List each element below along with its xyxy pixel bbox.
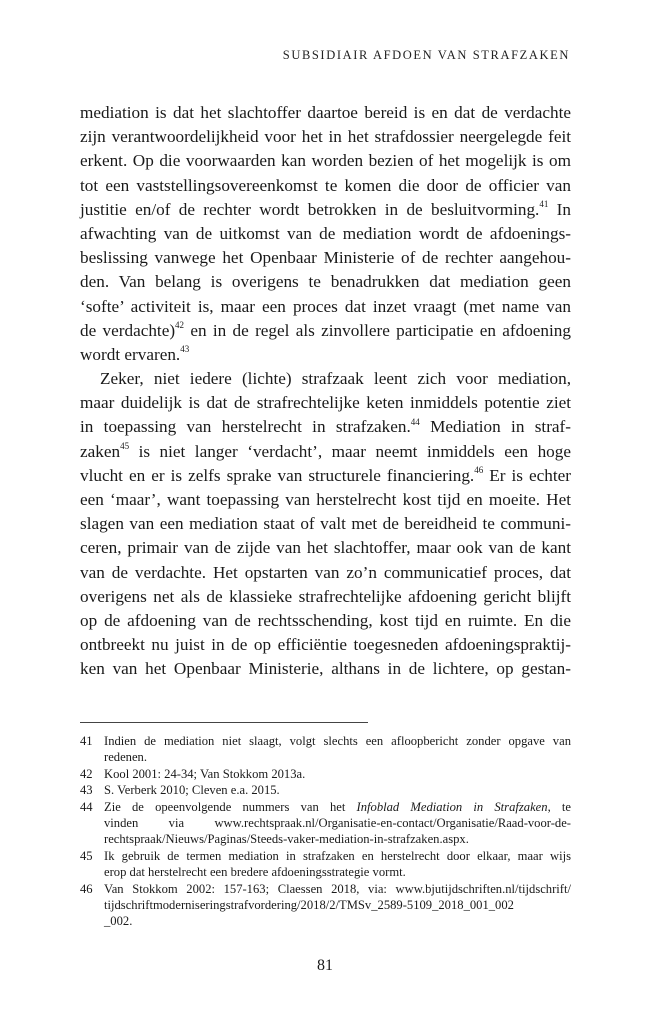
text-line: mediation is dat het slachtoffer daartoe bereid is en dat de verdachte <box>80 103 571 122</box>
footnote-number: 45 <box>80 848 93 863</box>
text-fragment: , te <box>547 799 571 814</box>
footnote-text <box>104 782 571 798</box>
text-line <box>80 415 571 439</box>
footnote-line: redenen. <box>104 750 148 765</box>
text-line <box>80 319 571 343</box>
text-line <box>80 440 571 464</box>
paragraph-1 <box>80 101 571 367</box>
page-number: 81 <box>317 957 333 974</box>
footnote-text <box>104 733 571 766</box>
text-line: Zeker, niet iedere (lichte) strafzaak leent zich voor mediation, <box>100 369 571 389</box>
text-line: een ‘maar’, want toepassing van herstelrecht kost tijd en moeite. Het <box>80 490 571 509</box>
footnote-number: 46 <box>80 881 93 896</box>
footnote-43 <box>80 782 571 798</box>
text-fragment: In <box>548 199 571 219</box>
text-fragment: zaken <box>80 441 121 461</box>
footnote-number: 41 <box>80 734 93 748</box>
text-fragment: de verdachte) <box>80 320 176 340</box>
text-line: overigens net als de klassieke strafrechtelijke afdoening gericht blijft <box>80 586 571 606</box>
text-line: ceren, primair van de zijde van het slachtoffer, maar ook van de kant <box>80 538 571 558</box>
running-head: SUBSIDIAIR AFDOEN VAN STRAFZAKEN <box>282 48 570 62</box>
footnote-ref[interactable]: 44 <box>410 416 420 427</box>
text-line: ‘softe’ activiteit is, maar een proces dat inzet vraagt (met name van <box>80 296 571 316</box>
footnote-line: erop dat herstelrecht een bredere afdoeningsstrategie vormt. <box>104 865 406 880</box>
footnote-ref[interactable]: 45 <box>120 440 130 451</box>
footnote-line: Indien de mediation niet slaagt, volgt slechts een afloopbericht zonder opgave van <box>104 734 571 748</box>
footnote-ref[interactable]: 43 <box>180 344 190 355</box>
footnote-number: 42 <box>80 766 93 781</box>
text-line: van de verdachte. Het opstarten van zo’n communicatief proces, dat <box>80 562 571 582</box>
footnote-number: 43 <box>80 783 93 798</box>
text-line: den. Van belang is overigens te benadrukken dat mediation geen <box>80 272 571 292</box>
text-line: ontbreekt nu juist in de op efficiëntie toegesneden afdoeningspraktij- <box>80 635 571 655</box>
footnote-text <box>104 799 571 848</box>
text-line: op de afdoening van de rechtsschending, kost tijd en ruimte. En die <box>80 610 571 630</box>
text-line <box>80 343 571 367</box>
text-line: slagen van een mediation staat of valt met de bereidheid te communi- <box>80 514 571 534</box>
text-line: maar duidelijk is dat de strafrechtelijke keten inmiddels potentie ziet <box>80 393 571 413</box>
footnote-divider <box>80 722 368 723</box>
footnote-text <box>104 881 571 930</box>
footnote-44 <box>80 799 571 848</box>
footnote-45 <box>80 848 571 881</box>
footnote-line: Ik gebruik de termen mediation in strafzaken en herstelrecht door elkaar, maar wijs <box>104 848 571 863</box>
text-fragment: vlucht en er is zelfs sprake van structurele financiering. <box>80 465 475 485</box>
text-line <box>80 464 571 488</box>
text-line: afwachting van de uitkomst van de mediation wordt de afdoenings- <box>80 223 571 243</box>
text-line: zijn verantwoordelijkheid voor het in het strafdossier neergelegde feit <box>80 127 571 147</box>
footnote-link-line[interactable]: Van Stokkom 2002: 157-163; Claessen 2018, via: www.bjutijdschriften.nl/tijdschrift/ <box>104 881 571 896</box>
text-line <box>80 198 571 222</box>
footnote-42 <box>80 766 571 782</box>
text-line: tot een vaststellingsovereenkomst te komen die door de officier van <box>80 175 571 195</box>
paragraph-2 <box>80 367 571 681</box>
footnote-ref[interactable]: 42 <box>175 319 185 330</box>
footnote-link-line[interactable]: tijdschriftmoderniseringstrafvordering/2018/2/TMSv_2589-5109_2018_001_002 <box>104 898 514 913</box>
footnote-ref[interactable]: 46 <box>474 465 484 476</box>
footnote-41 <box>80 733 571 766</box>
footnote-line <box>104 799 571 815</box>
body-text <box>80 101 571 682</box>
text-fragment: in toepassing van herstelrecht in strafzaken. <box>80 417 411 437</box>
text-fragment: Zie de opeenvolgende nummers van het <box>104 799 357 814</box>
text-fragment: en in de regel als zinvollere participatie en afdoening <box>184 320 571 340</box>
text-line: beslissing vanwege het Openbaar Ministerie of de rechter aangehou- <box>80 248 571 268</box>
footnote-text <box>104 766 571 782</box>
footnote-line: S. Verberk 2010; Cleven e.a. 2015. <box>104 783 280 798</box>
text-fragment: Er is echter <box>483 465 571 485</box>
text-fragment: justitie en/of de rechter wordt betrokken in de besluitvorming. <box>80 199 540 219</box>
footnote-number: 44 <box>80 799 93 814</box>
text-line: erkent. Op die voorwaarden kan worden bezien of het mogelijk is om <box>80 151 571 171</box>
footnote-link-line[interactable]: vinden via www.rechtspraak.nl/Organisatie-en-contact/Organisatie/Raad-voor-de- <box>104 816 571 831</box>
footnote-link-line[interactable]: _002. <box>104 914 133 929</box>
footnotes <box>80 733 571 930</box>
footnote-ref[interactable]: 41 <box>539 199 549 210</box>
text-line: ken van het Openbaar Ministerie, althans in de lichtere, op gestan- <box>80 659 571 679</box>
text-fragment: wordt ervaren. <box>80 344 181 364</box>
text-fragment: is niet langer ‘verdacht’, maar neemt inmiddels een hoge <box>129 441 571 461</box>
footnote-link-line[interactable]: rechtspraak/Nieuws/Paginas/Steeds-vaker-mediation-in-strafzaken.aspx. <box>104 832 469 847</box>
publication-title: Infoblad Mediation in Strafzaken <box>356 799 548 814</box>
footnote-line: Kool 2001: 24-34; Van Stokkom 2013a. <box>104 766 306 781</box>
footnote-text <box>104 848 571 881</box>
text-fragment: Mediation in straf- <box>419 417 571 437</box>
footnote-46 <box>80 881 571 930</box>
